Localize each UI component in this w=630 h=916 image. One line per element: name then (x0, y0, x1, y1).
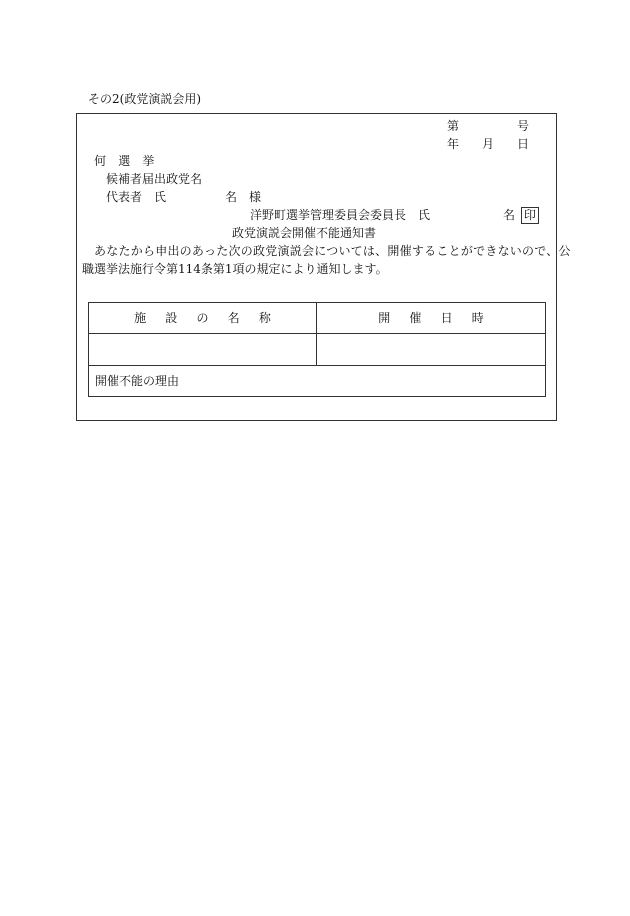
facility-name-cell (89, 334, 317, 366)
date-day-label: 日 (517, 137, 530, 151)
body-text-line-2: 職選挙法施行令第114条第1項の規定により通知します。 (82, 262, 388, 276)
form-id-label: その2(政党演説会用) (88, 92, 201, 106)
event-table (88, 302, 546, 397)
representative-label: 代表者 氏 (106, 190, 167, 204)
date-month-label: 月 (482, 137, 495, 151)
number-dai-label: 第 (447, 119, 460, 133)
column-header-datetime: 開催日時 (317, 303, 546, 334)
sender-name-text: 名 (503, 208, 516, 222)
body-text-line-1: あなたから申出のあった次の政党演説会については、開催することができないので、公 (94, 244, 571, 258)
document-title: 政党演説会開催不能通知書 (232, 226, 377, 240)
addressee-name-label: 名 様 (225, 190, 262, 204)
sender-name-label (503, 207, 539, 224)
seal-mark: 印 (521, 207, 539, 224)
event-datetime-cell (317, 334, 546, 366)
column-header-facility: 施設の名称 (89, 303, 317, 334)
date-year-label: 年 (447, 137, 460, 151)
number-go-label: 号 (517, 119, 530, 133)
sender-title: 洋野町選挙管理委員会委員長 氏 (250, 208, 431, 222)
party-name-label: 候補者届出政党名 (106, 172, 203, 186)
election-label: 何 選 挙 (94, 154, 159, 168)
reason-row: 開催不能の理由 (89, 366, 546, 397)
